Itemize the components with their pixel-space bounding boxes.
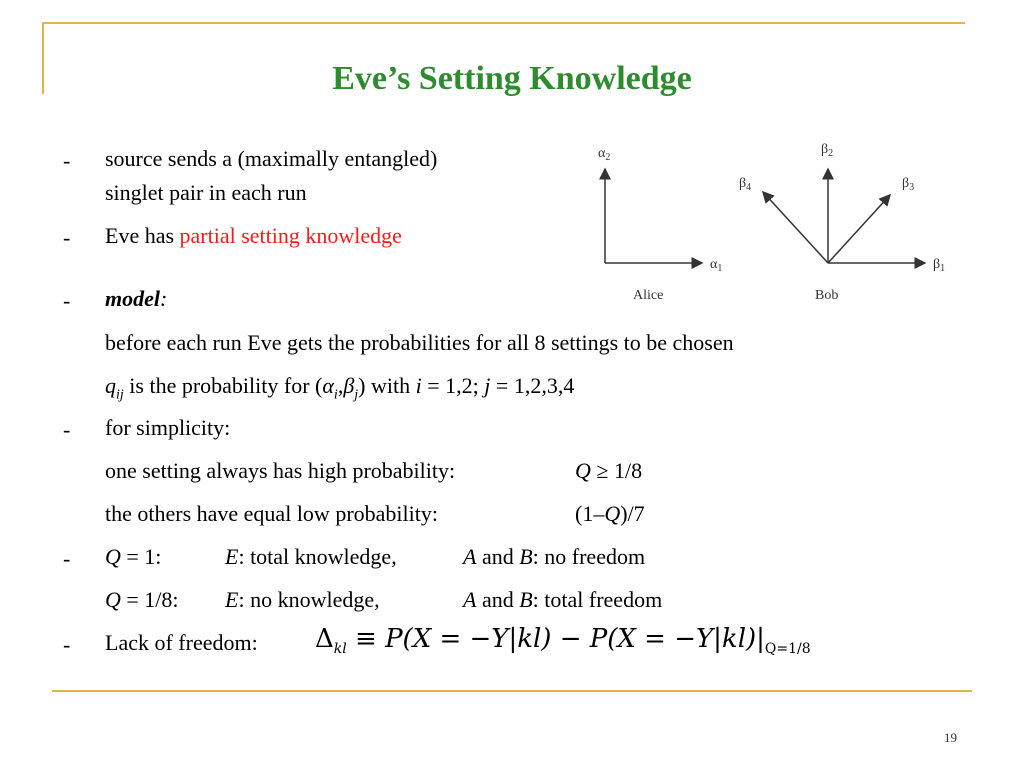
- bob-axes: [739, 142, 945, 303]
- alice-label: Alice: [633, 288, 664, 303]
- bullet-model: [105, 288, 167, 310]
- model-line2: [105, 375, 574, 402]
- c2-B-text: : total freedom: [532, 587, 663, 612]
- eve-prefix: Eve has: [105, 223, 180, 248]
- formula-body: ≡ P(X = −Y|kl) − P(X = −Y|kl)|: [346, 624, 765, 654]
- alpha1-label: $\alpha_1$: [710, 257, 723, 274]
- c2-and: and: [476, 587, 520, 612]
- bullet-dash: -: [63, 148, 71, 173]
- bullet-dash: -: [63, 288, 71, 313]
- freedom-formula: [315, 624, 811, 657]
- s2-open: (1–: [575, 501, 605, 526]
- bullet-dash: -: [63, 632, 71, 657]
- c1-E-text: : total knowledge,: [238, 544, 397, 569]
- simplicity-line1-text: one setting always has high probability:: [105, 458, 456, 483]
- beta3-label: $\beta_3$: [902, 176, 915, 193]
- simplicity-line2-value: [575, 503, 645, 525]
- c2-eq: = 1/8:: [120, 587, 179, 612]
- c1-E: E: [225, 544, 239, 569]
- i-var: i: [415, 373, 422, 398]
- simplicity-line1-value: [575, 460, 642, 482]
- bullet-source-line2: singlet pair in each run: [105, 180, 307, 205]
- case2-ab: [463, 589, 662, 611]
- beta2-label: $\beta_2$: [821, 142, 834, 159]
- comma: ,: [337, 373, 344, 398]
- c1-eq: = 1:: [120, 544, 162, 569]
- alpha2-label: $\alpha_2$: [598, 146, 611, 163]
- bullet-dash: -: [63, 225, 71, 250]
- c2-E: E: [225, 587, 239, 612]
- alice-axes: [598, 146, 722, 303]
- c1-and: and: [476, 544, 520, 569]
- i-vals: = 1,2;: [421, 373, 485, 398]
- c2-E-text: : no knowledge,: [238, 587, 380, 612]
- bob-label: Bob: [815, 288, 839, 303]
- q-var: q: [105, 373, 116, 398]
- beta1-label: $\beta_1$: [933, 257, 946, 274]
- beta-sub: j: [354, 387, 359, 403]
- alpha-sub: i: [333, 387, 338, 403]
- s2-Q: Q: [604, 501, 621, 526]
- c2-B: B: [519, 587, 533, 612]
- q-text1: is the probability for (: [123, 373, 323, 398]
- model-line1: before each run Eve gets the probabilities for all 8 settings to be chosen: [105, 330, 734, 355]
- simplicity-line2-text: the others have equal low probability:: [105, 501, 438, 526]
- s2-close: )/7: [620, 501, 645, 526]
- bullet-dash: -: [63, 546, 71, 571]
- c1-B: B: [519, 544, 533, 569]
- slide-title: Eve’s Setting Knowledge: [332, 60, 692, 97]
- c1-A: A: [463, 544, 477, 569]
- beta4-label: $\beta_4$: [739, 176, 752, 193]
- j-var: j: [484, 373, 491, 398]
- alpha-symbol: α: [322, 373, 334, 398]
- q-sub: ij: [116, 387, 124, 403]
- case1-ab: [463, 546, 645, 568]
- bullet-lack-of-freedom: Lack of freedom:: [105, 630, 258, 655]
- s1-val: ≥ 1/8: [590, 458, 643, 483]
- formula-kl: kl: [333, 641, 347, 658]
- frame-bottom-line: [52, 690, 972, 692]
- model-colon: :: [160, 286, 168, 311]
- bob-beta3-arrow: [828, 195, 890, 263]
- case1-q: [105, 546, 161, 568]
- case2-q: [105, 589, 179, 611]
- frame-top-line: [42, 22, 965, 24]
- bullet-dash: -: [63, 417, 71, 442]
- bob-beta4-arrow: [763, 192, 828, 263]
- beta-symbol: β: [343, 373, 355, 398]
- bullet-simplicity: for simplicity:: [105, 415, 231, 440]
- bullet-source-line1: source sends a (maximally entangled): [105, 146, 438, 171]
- c2-Q: Q: [105, 587, 121, 612]
- formula-delta: Δ: [315, 624, 334, 654]
- j-vals: = 1,2,3,4: [490, 373, 575, 398]
- measurement-settings-diagram: [590, 135, 970, 310]
- case2-eve: [225, 589, 380, 611]
- case1-eve: [225, 546, 397, 568]
- q-text2: ) with: [358, 373, 416, 398]
- c2-A: A: [463, 587, 477, 612]
- formula-cond: Q=1/8: [764, 641, 811, 658]
- model-label: model: [105, 286, 160, 311]
- partial-knowledge-highlight: partial setting knowledge: [179, 223, 402, 248]
- c1-Q: Q: [105, 544, 121, 569]
- page-number: 19: [944, 730, 957, 745]
- c1-B-text: : no freedom: [532, 544, 646, 569]
- s1-Q: Q: [575, 458, 591, 483]
- bullet-eve-partial: [105, 225, 402, 247]
